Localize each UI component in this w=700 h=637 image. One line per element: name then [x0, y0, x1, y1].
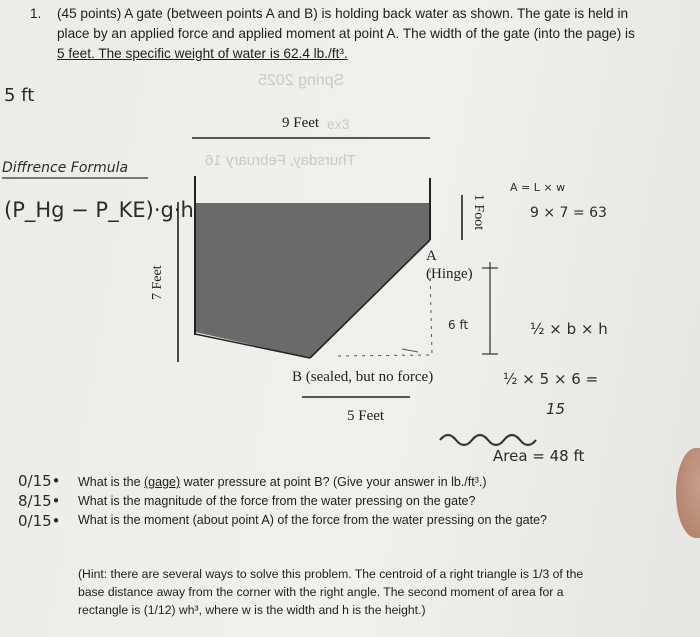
note-6ft: 6 ft [448, 318, 469, 332]
label-9-feet: 9 Feet [282, 115, 320, 131]
question-1: What is the (gage) water pressure at point B? (Give your answer in lb./ft³.) [78, 475, 487, 489]
label-hinge: (Hinge) [426, 266, 473, 282]
note-5ft: 5 ft [4, 85, 35, 106]
bleed-through-text-2: Thursday, February 16 [205, 152, 356, 169]
note-15: 15 [546, 400, 566, 418]
hint-text: (Hint: there are several ways to solve this problem. The centroid of a right triangle is 1/3 of the base distance away from the corner with the right angle. The second moment of area for a rectangle is (1/12) wh³, where w is the width and h is the height.) [78, 567, 584, 617]
note-area-calc: 9 × 7 = 63 [530, 205, 607, 221]
score-q3: 0/15• [18, 512, 61, 530]
question-2: What is the magnitude of the force from the water pressing on the gate? [78, 494, 476, 508]
note-difference-formula: Diffrence Formula [2, 160, 129, 176]
note-triangle-calc: ½ × 5 × 6 = [503, 370, 599, 388]
problem-number: 1. [30, 6, 42, 21]
problem-text: (45 points) A gate (between points A and B) is holding back water as shown. The gate is held in place by an applied force and applied moment at point A. The width of the gate (into the page) is 5 feet. The specific weight of water is 62.4 lb./ft³. [57, 6, 635, 61]
label-7-feet: 7 Feet [150, 265, 165, 300]
label-point-b: B (sealed, but no force) [292, 369, 434, 385]
bleed-through-text-3: ex3 [327, 116, 350, 132]
note-area-result: Area = 48 ft [493, 447, 585, 465]
score-q2: 8/15• [18, 492, 61, 510]
label-5-feet: 5 Feet [347, 408, 385, 424]
question-3: What is the moment (about point A) of the force from the water pressing on the gate? [78, 513, 548, 527]
score-q1: 0/15• [18, 472, 61, 490]
water-region [195, 203, 430, 358]
note-formula: (P_Hg − P_KE)·g·h [4, 198, 194, 222]
label-point-a: A [426, 248, 437, 264]
note-triangle-formula: ½ × b × h [530, 320, 608, 338]
note-area-formula: A = L × w [510, 181, 566, 194]
crossed-out-scribble [440, 435, 536, 445]
label-1-foot: 1 Foot [471, 194, 486, 231]
bleed-through-text-1: Spring 2025 [258, 72, 345, 89]
